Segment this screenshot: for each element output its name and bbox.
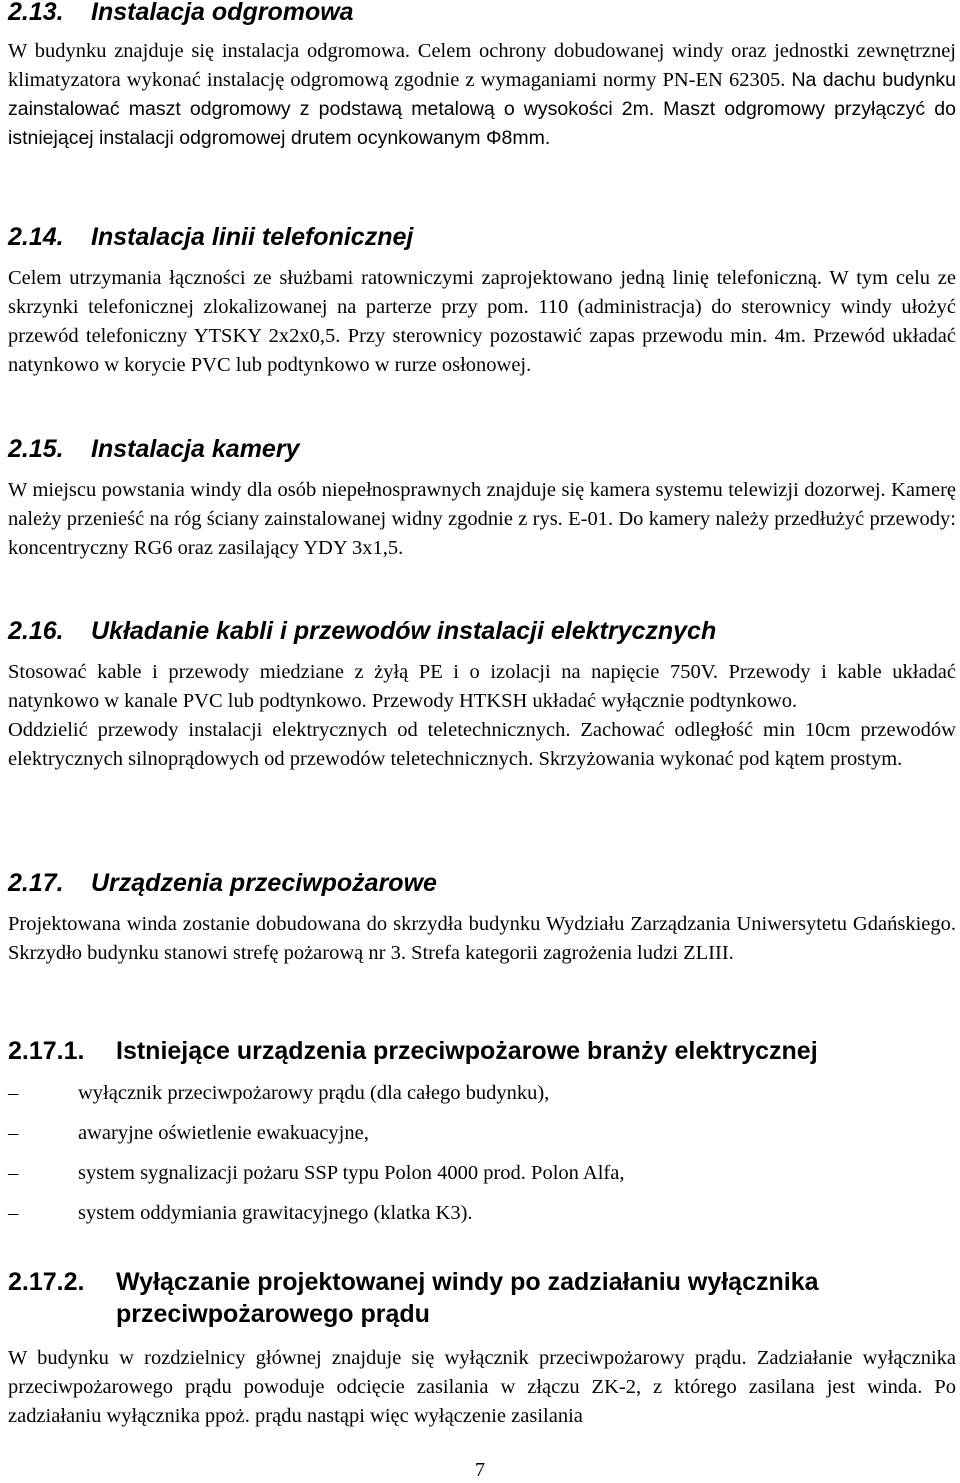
section-title: Wyłączanie projektowanej windy po zadziałaniu wyłącznika przeciwpożarowego prądu [116,1268,819,1328]
section-number: 2.14. [8,223,64,251]
list-item-text: awaryjne oświetlenie ewakuacyjne, [78,1122,369,1144]
list-item-text: wyłącznik przeciwpożarowy prądu (dla całego budynku), [78,1082,550,1104]
list-item [8,1159,956,1199]
section-heading [8,616,956,646]
section-2-17 [8,868,956,898]
section-title: Instalacja kamery [91,435,300,463]
section-number: 2.16. [8,617,64,645]
section-title: Instalacja linii telefonicznej [91,223,414,251]
section-title: Urządzenia przeciwpożarowe [91,869,437,897]
paragraph: Stosować kable i przewody miedziane z żyłą PE i o izolacji na napięcie 750V. Przewody i kable układać natynkowo w kanale PVC lub podtynkowo. Przewody HTKSH układać wyłącznie podtynkowo. [8,661,956,712]
section-number: 2.17.1. [8,1037,85,1065]
section-number: 2.17.2. [8,1268,85,1296]
section-heading [8,434,956,464]
list-dash: – [8,1082,19,1104]
section-2-13-body [8,37,956,153]
list-item-text: system oddymiania grawitacyjnego (klatka K3). [78,1202,473,1224]
section-2-16-body [8,658,956,774]
section-2-14 [8,222,956,252]
section-2-17-2 [8,1266,956,1330]
subsection-heading [8,1266,956,1330]
section-heading [8,0,956,27]
section-heading [8,222,956,252]
paragraph: Celem utrzymania łączności ze służbami ratowniczymi zaprojektowano jedną linię telefoniczną. W tym celu ze skrzynki telefonicznej zlokalizowanej na parterze przy pom. 110 (administracja) do sterownicy windy ułożyć przewód telefoniczny YTSKY 2x2x0,5. Przy sterownicy pozostawić zapas przewodu min. 4m. Przewód układać natynkowo w korycie PVC lub podtynkowo w rurze osłonowej. [8,267,956,376]
section-title: Istniejące urządzenia przeciwpożarowe branży elektrycznej [116,1037,818,1065]
section-2-17-body [8,910,956,968]
list-item [8,1079,956,1119]
paragraph: W miejscu powstania windy dla osób niepełnosprawnych znajduje się kamera systemu telewizji dozorwej. Kamerę należy przenieść na róg ściany zainstalowanej widny zgodnie z rys. E-01. Do kamery należy przedłużyć przewody: koncentryczny RG6 oraz zasilający YDY 3x1,5. [8,479,956,559]
list-item-text: system sygnalizacji pożaru SSP typu Polon 4000 prod. Polon Alfa, [78,1162,625,1184]
section-2-15 [8,434,956,464]
section-heading [8,868,956,898]
section-2-15-body [8,476,956,563]
section-2-13 [8,0,956,27]
paragraph [8,37,956,153]
section-title: Układanie kabli i przewodów instalacji elektrycznych [91,617,717,645]
section-2-17-1-body [8,1079,956,1239]
paragraph: W budynku w rozdzielnicy głównej znajduje się wyłącznik przeciwpożarowy prądu. Zadziałanie wyłącznika przeciwpożarowego prądu powoduje odcięcie zasilania w złączu ZK-2, z którego zasilana jest winda. Po zadziałaniu wyłącznika ppoż. prądu nastąpi więc wyłączenie zasilania [8,1347,956,1427]
device-list [8,1079,956,1239]
list-dash: – [8,1202,19,1224]
section-number: 2.17. [8,869,64,897]
section-title: Instalacja odgromowa [91,0,354,26]
subsection-heading [8,1035,956,1067]
page-number: 7 [475,1459,485,1481]
list-dash: – [8,1162,19,1184]
list-item [8,1199,956,1239]
section-number: 2.13. [8,0,64,26]
list-item [8,1119,956,1159]
section-2-17-2-body [8,1344,956,1431]
section-2-16 [8,616,956,646]
section-2-17-1 [8,1035,956,1067]
paragraph-text-sans: Na dachu budynku zainstalować maszt odgromowy z podstawą metalową o wysokości 2m. [8,69,957,120]
paragraph-text: W budynku znajduje się instalacja odgromowa. Celem ochrony dobudowanej windy oraz jednostki zewnętrznej klimatyzatora wykonać instalację odgromową zgodnie z wymaganiami normy PN-EN 62305. [8,40,956,91]
section-2-14-body [8,264,956,380]
paragraph: Projektowana winda zostanie dobudowana do skrzydła budynku Wydziału Zarządzania Uniwersytetu Gdańskiego. Skrzydło budynku stanowi strefę pożarową nr 3. Strefa kategorii zagrożenia ludzi ZLIII. [8,913,956,964]
paragraph: Oddzielić przewody instalacji elektrycznych od teletechnicznych. Zachować odległość min 10cm przewodów elektrycznych silnoprądowych od przewodów teletechnicznych. Skrzyżowania wykonać pod kątem prostym. [8,719,956,770]
paragraph-text-sans: Maszt odgromowy przyłączyć do istniejącej instalacji odgromowej drutem ocynkowanym Φ8mm. [8,98,956,149]
list-dash: – [8,1122,19,1144]
section-number: 2.15. [8,435,64,463]
